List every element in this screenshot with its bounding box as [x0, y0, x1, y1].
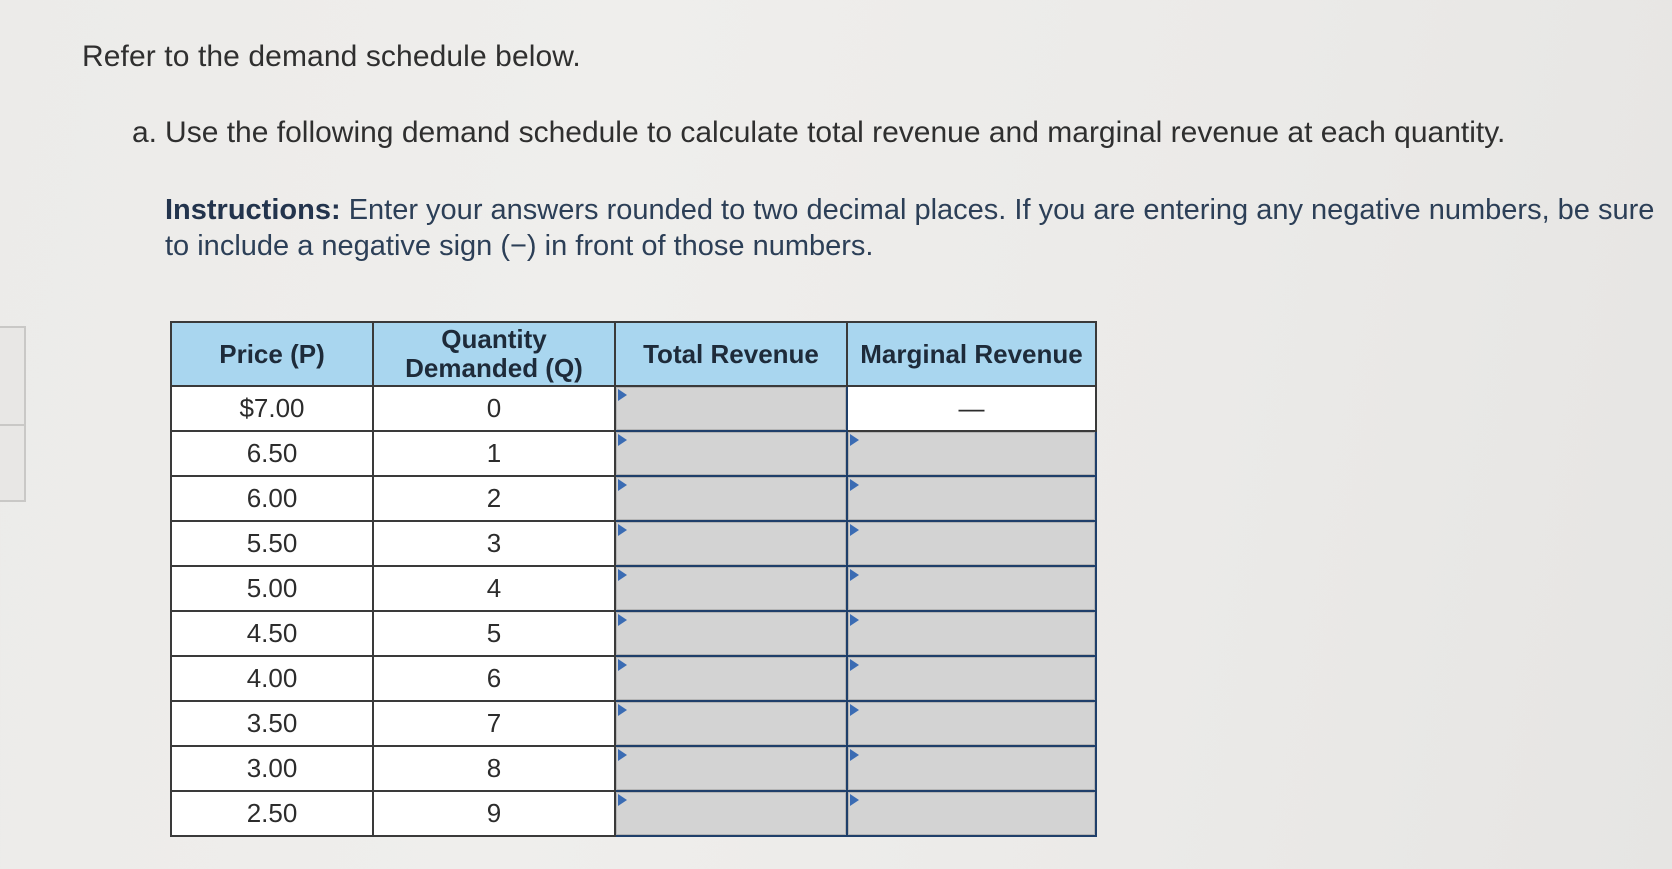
- marginal-revenue-input[interactable]: [848, 702, 1095, 745]
- marginal-revenue-input[interactable]: [848, 432, 1095, 475]
- input-flag-icon: [850, 569, 859, 581]
- input-flag-icon: [618, 704, 627, 716]
- marginal-revenue-cell: [847, 476, 1096, 521]
- demand-schedule-table: [170, 321, 1097, 837]
- total-revenue-cell: [615, 611, 847, 656]
- table-header-row: [171, 322, 1096, 386]
- total-revenue-input[interactable]: [616, 522, 846, 565]
- marginal-revenue-cell: [847, 746, 1096, 791]
- total-revenue-input[interactable]: [616, 612, 846, 655]
- quantity-cell: 9: [373, 791, 615, 836]
- table-body: [171, 386, 1096, 836]
- table-row: [171, 701, 1096, 746]
- quantity-cell: 3: [373, 521, 615, 566]
- part-a-marker: a.: [132, 116, 158, 149]
- input-flag-icon: [618, 749, 627, 761]
- price-cell: 3.00: [171, 746, 373, 791]
- table-row: [171, 656, 1096, 701]
- header-price: Price (P): [171, 322, 373, 386]
- quantity-cell: 4: [373, 566, 615, 611]
- price-cell: 6.50: [171, 431, 373, 476]
- marginal-revenue-input[interactable]: [848, 612, 1095, 655]
- input-flag-icon: [618, 389, 627, 401]
- instructions: [165, 192, 1672, 264]
- total-revenue-cell: [615, 521, 847, 566]
- input-flag-icon: [850, 749, 859, 761]
- quantity-cell: 5: [373, 611, 615, 656]
- total-revenue-cell: [615, 431, 847, 476]
- input-flag-icon: [850, 794, 859, 806]
- total-revenue-cell: [615, 476, 847, 521]
- instructions-lead: Instructions:: [165, 194, 341, 226]
- header-quantity-line2: Demanded (Q): [405, 353, 583, 383]
- quantity-cell: 1: [373, 431, 615, 476]
- total-revenue-cell: [615, 386, 847, 431]
- input-flag-icon: [618, 794, 627, 806]
- total-revenue-input[interactable]: [616, 702, 846, 745]
- input-flag-icon: [850, 524, 859, 536]
- total-revenue-cell: [615, 791, 847, 836]
- marginal-revenue-cell: [847, 656, 1096, 701]
- quantity-cell: 6: [373, 656, 615, 701]
- screen-edge-strip: [0, 326, 26, 502]
- part-a-prompt: [132, 116, 1505, 150]
- marginal-revenue-input[interactable]: [848, 567, 1095, 610]
- price-cell: $7.00: [171, 386, 373, 431]
- table-row: [171, 521, 1096, 566]
- total-revenue-input[interactable]: [616, 387, 846, 430]
- table-row: [171, 386, 1096, 431]
- marginal-revenue-input[interactable]: [848, 792, 1095, 835]
- total-revenue-cell: [615, 746, 847, 791]
- quantity-cell: 0: [373, 386, 615, 431]
- total-revenue-input[interactable]: [616, 792, 846, 835]
- header-total-revenue: Total Revenue: [615, 322, 847, 386]
- marginal-revenue-input[interactable]: [848, 747, 1095, 790]
- part-a-text: Use the following demand schedule to calculate total revenue and marginal revenue at each quantity.: [165, 116, 1506, 149]
- input-flag-icon: [618, 569, 627, 581]
- table-row: [171, 611, 1096, 656]
- marginal-revenue-cell: [847, 566, 1096, 611]
- price-cell: 4.00: [171, 656, 373, 701]
- price-cell: 4.50: [171, 611, 373, 656]
- instructions-text: Enter your answers rounded to two decimal places. If you are entering any negative numbers, be sure to include a negative sign (−) in front of those numbers.: [165, 194, 1655, 262]
- header-quantity: [373, 322, 615, 386]
- input-flag-icon: [618, 524, 627, 536]
- input-flag-icon: [618, 659, 627, 671]
- input-flag-icon: [850, 434, 859, 446]
- total-revenue-cell: [615, 701, 847, 746]
- input-flag-icon: [850, 614, 859, 626]
- marginal-revenue-cell: [847, 701, 1096, 746]
- price-cell: 3.50: [171, 701, 373, 746]
- input-flag-icon: [850, 479, 859, 491]
- table-row: [171, 431, 1096, 476]
- total-revenue-input[interactable]: [616, 657, 846, 700]
- input-flag-icon: [850, 659, 859, 671]
- marginal-revenue-cell: [847, 431, 1096, 476]
- marginal-revenue-input[interactable]: [848, 522, 1095, 565]
- total-revenue-input[interactable]: [616, 567, 846, 610]
- total-revenue-input[interactable]: [616, 477, 846, 520]
- table-row: [171, 791, 1096, 836]
- input-flag-icon: [618, 614, 627, 626]
- input-flag-icon: [618, 479, 627, 491]
- marginal-revenue-input[interactable]: [848, 477, 1095, 520]
- question-intro: Refer to the demand schedule below.: [82, 40, 581, 73]
- total-revenue-cell: [615, 656, 847, 701]
- total-revenue-input[interactable]: [616, 432, 846, 475]
- marginal-revenue-cell: [847, 791, 1096, 836]
- price-cell: 5.00: [171, 566, 373, 611]
- quantity-cell: 8: [373, 746, 615, 791]
- marginal-revenue-cell: [847, 521, 1096, 566]
- input-flag-icon: [618, 434, 627, 446]
- quantity-cell: 7: [373, 701, 615, 746]
- header-quantity-line1: Quantity: [441, 324, 547, 354]
- quantity-cell: 2: [373, 476, 615, 521]
- price-cell: 5.50: [171, 521, 373, 566]
- table-row: [171, 566, 1096, 611]
- price-cell: 6.00: [171, 476, 373, 521]
- input-flag-icon: [850, 704, 859, 716]
- table-row: [171, 476, 1096, 521]
- table-row: [171, 746, 1096, 791]
- header-marginal-revenue: Marginal Revenue: [847, 322, 1096, 386]
- marginal-revenue-na: —: [847, 386, 1096, 431]
- total-revenue-input[interactable]: [616, 747, 846, 790]
- screen-edge-divider: [0, 424, 24, 426]
- total-revenue-cell: [615, 566, 847, 611]
- marginal-revenue-cell: [847, 611, 1096, 656]
- marginal-revenue-input[interactable]: [848, 657, 1095, 700]
- price-cell: 2.50: [171, 791, 373, 836]
